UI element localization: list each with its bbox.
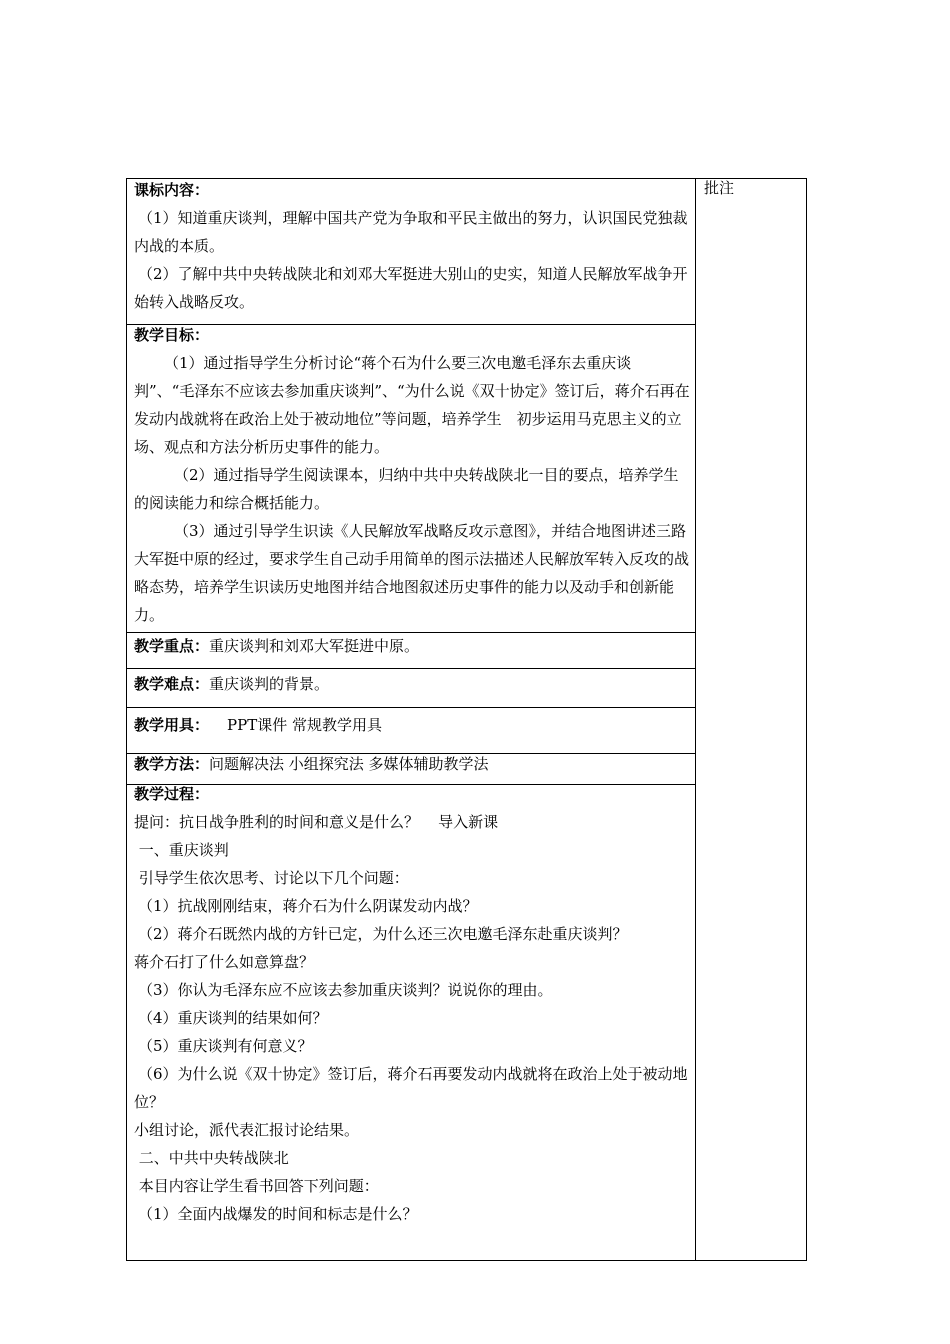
- process-line: 小组讨论，派代表汇报讨论结果。: [134, 1121, 360, 1139]
- key-points-label: 教学重点：: [134, 637, 210, 655]
- row-divider: [126, 668, 696, 669]
- annotation-column-header: 批注: [704, 179, 735, 197]
- difficulties-row: [134, 670, 690, 698]
- process-line: 一、重庆谈判: [134, 841, 229, 859]
- process-line: 提问：抗日战争胜利的时间和意义是什么？ 导入新课: [134, 813, 499, 831]
- objective-item: （1）通过指导学生分析讨论“蒋个石为什么要三次电邀毛泽东去重庆谈判”、“毛泽东不应该去参加重庆谈判”、“为什么说《双十协定》签订后，蒋介石再在发动内战就将在政治上处于被动地位”等问题，培养学生 初步运用马克思主义的立场、观点和方法分析历史事件的能力。: [134, 354, 690, 456]
- process-line: 引导学生依次思考、讨论以下几个问题：: [134, 869, 409, 887]
- column-divider: [695, 178, 696, 1260]
- difficulties-label: 教学难点：: [134, 675, 210, 693]
- methods-text: 问题解决法 小组探究法 多媒体辅助教学法: [209, 755, 489, 773]
- process-line: 二、中共中央转战陕北: [134, 1149, 289, 1167]
- process-line: （1）全面内战爆发的时间和标志是什么？: [138, 1205, 418, 1223]
- process-line: 蒋介石打了什么如意算盘？: [134, 953, 315, 971]
- process-line: （6）为什么说《双十协定》签订后，蒋介石再要发动内战就将在政治上处于被动地位？: [134, 1065, 688, 1111]
- process-section: [134, 780, 690, 1228]
- tools-text: PPT课件 常规教学用具: [227, 716, 382, 734]
- curriculum-label: 课标内容：: [134, 181, 210, 199]
- tools-row: [134, 711, 690, 739]
- process-line: （5）重庆谈判有何意义？: [138, 1037, 313, 1055]
- process-line: 本目内容让学生看书回答下列问题：: [134, 1177, 379, 1195]
- methods-label: 教学方法：: [134, 755, 210, 773]
- process-line: （4）重庆谈判的结果如何？: [138, 1009, 328, 1027]
- objective-item: （3）通过引导学生识读《人民解放军战略反攻示意图》，并结合地图讲述三路大军挺中原的经过，要求学生自己动手用简单的图示法描述人民解放军转入反攻的战略态势，培养学生识读历史地图并结合地图叙述历史事件的能力以及动手和创新能力。: [134, 522, 690, 624]
- key-points-row: [134, 632, 690, 660]
- process-label: 教学过程：: [134, 785, 210, 803]
- process-line: （1）抗战刚刚结束，蒋介石为什么阴谋发动内战？: [138, 897, 478, 915]
- tools-label: 教学用具：: [134, 716, 210, 734]
- row-divider: [126, 707, 696, 708]
- curriculum-item: （1）知道重庆谈判，理解中国共产党为争取和平民主做出的努力，认识国民党独裁内战的本质。: [134, 209, 688, 255]
- objectives-section: [134, 321, 690, 629]
- curriculum-item: （2）了解中共中央转战陕北和刘邓大军挺进大别山的史实，知道人民解放军战争开始转入战略反攻。: [134, 265, 688, 311]
- process-line: （2）蒋介石既然内战的方针已定，为什么还三次电邀毛泽东赴重庆谈判？: [138, 925, 628, 943]
- difficulties-text: 重庆谈判的背景。: [209, 675, 330, 693]
- lesson-plan-table: [126, 178, 806, 1260]
- curriculum-section: [134, 176, 690, 316]
- objective-item: （2）通过指导学生阅读课本，归纳中共中央转战陕北一目的要点，培养学生的阅读能力和综合概括能力。: [134, 466, 679, 512]
- key-points-text: 重庆谈判和刘邓大军挺进中原。: [209, 637, 420, 655]
- objectives-label: 教学目标：: [134, 326, 210, 344]
- process-line: （3）你认为毛泽东应不应该去参加重庆谈判？说说你的理由。: [138, 981, 553, 999]
- methods-row: [134, 750, 690, 778]
